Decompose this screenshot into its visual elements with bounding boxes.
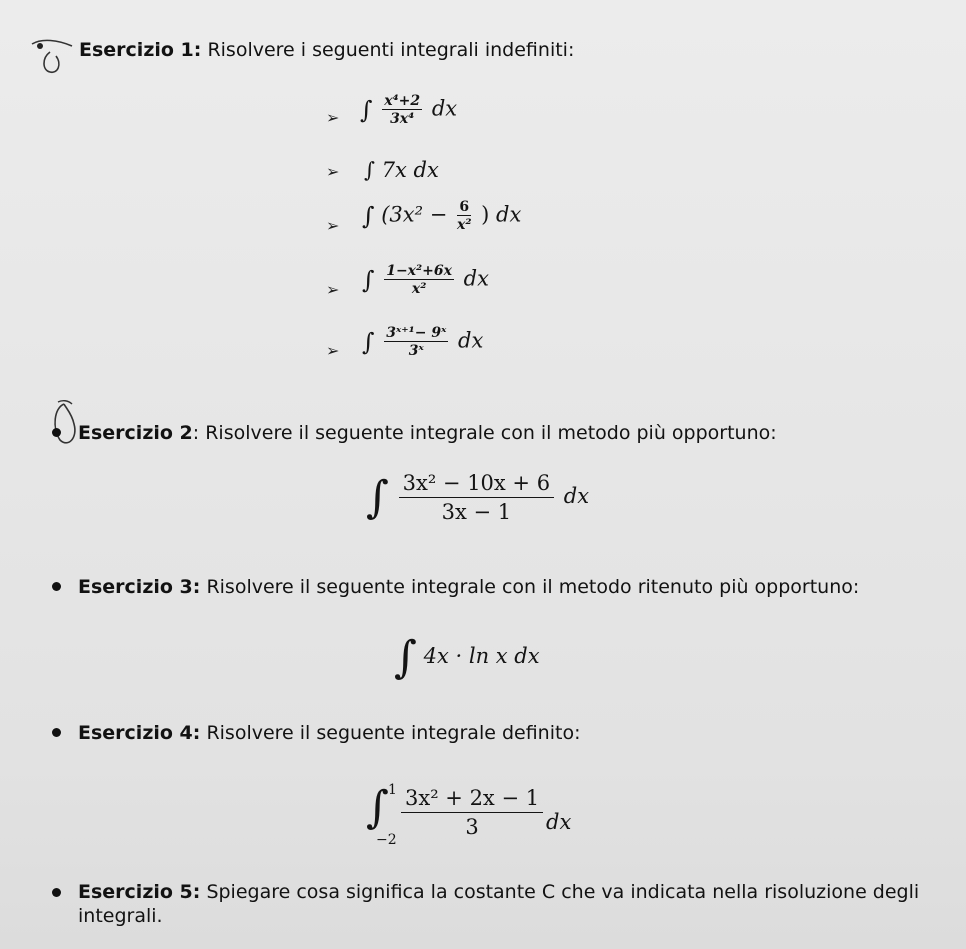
ex1-text: Risolvere i seguenti integrali indefiniti: bbox=[207, 39, 575, 61]
ex4-text: Risolvere il seguente integrale definito: bbox=[206, 722, 581, 744]
arrow-bullet-icon: ➢ bbox=[326, 280, 340, 299]
ex1-integral-1: ∫ $\frac{\text{x⁴+2}}{\text{3x⁴}}$ dx bbox=[360, 93, 458, 127]
bullet-dot bbox=[52, 582, 61, 591]
ex4-heading bbox=[78, 721, 580, 745]
ex5-text-line2: integrali. bbox=[78, 905, 163, 927]
ex2-title: Esercizio 2 bbox=[78, 422, 193, 444]
ex2-text: : Risolvere il seguente integrale con il metodo più opportuno: bbox=[192, 422, 777, 444]
ex5-heading bbox=[78, 880, 919, 904]
ex1-integral-4: ∫ $\frac{\text{1−x²+6x}}{\text{x²}}$ dx bbox=[362, 263, 489, 297]
arrow-bullet-icon: ➢ bbox=[326, 341, 340, 360]
ex5-title: Esercizio 5: bbox=[78, 881, 201, 903]
ex2-integral: ∫ $\frac{\text{3x² − 10x + 6}}{3x - 1}$ dx bbox=[366, 470, 590, 524]
ex3-heading bbox=[78, 575, 859, 599]
ex1-heading bbox=[79, 38, 574, 62]
ex1-title: Esercizio 1: bbox=[79, 39, 202, 61]
bullet-dot bbox=[52, 428, 61, 437]
arrow-bullet-icon: ➢ bbox=[326, 108, 340, 127]
ex2-heading bbox=[78, 421, 777, 445]
ex4-integral: ∫ 1 −2 $\frac{\text{3x² + 2x − 1}}{3}$ dx bbox=[366, 782, 572, 848]
ex3-text: Risolvere il seguente integrale con il metodo ritenuto più opportuno: bbox=[206, 576, 860, 598]
ex5-text: Spiegare cosa significa la costante C che va indicata nella risoluzione degli bbox=[206, 881, 920, 903]
bullet-dot bbox=[52, 728, 61, 737]
handwritten-mark-1 bbox=[28, 34, 78, 78]
ex1-integral-5: ∫ $\frac{\text{3ˣ⁺¹− 9ˣ}}{\text{3ˣ}}$ dx bbox=[362, 325, 484, 359]
ex4-title: Esercizio 4: bbox=[78, 722, 201, 744]
ex1-integral-2: ∫ 7x dx bbox=[364, 158, 439, 182]
ex3-title: Esercizio 3: bbox=[78, 576, 201, 598]
ex3-integral: ∫ 4x · ln x dx bbox=[394, 632, 540, 683]
ex1-integral-3: ∫ (3x² − $\frac{6}{\text{x²}}$ ) dx bbox=[362, 199, 522, 233]
bullet-dot bbox=[52, 888, 61, 897]
arrow-bullet-icon: ➢ bbox=[326, 162, 340, 181]
arrow-bullet-icon: ➢ bbox=[326, 216, 340, 235]
